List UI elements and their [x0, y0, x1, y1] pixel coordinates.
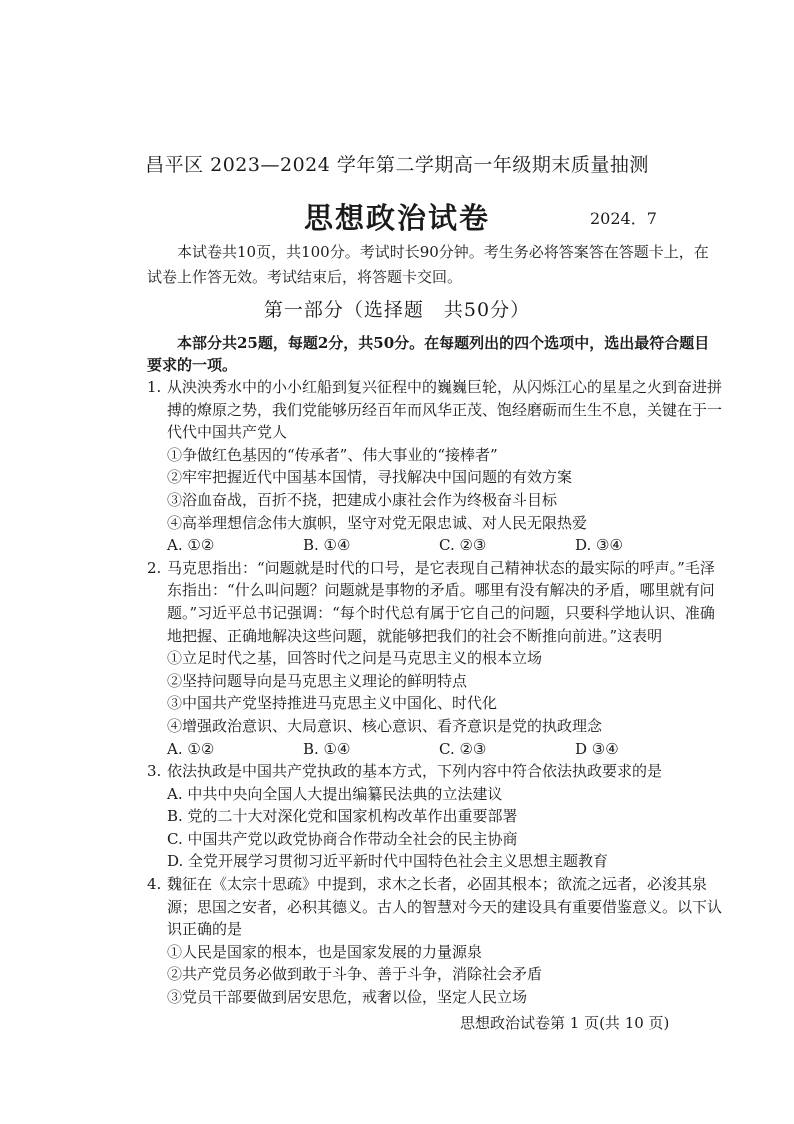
option-d: D. ③④ — [575, 536, 623, 555]
question-1 — [147, 376, 727, 557]
question-list — [147, 376, 727, 1009]
option-d: D ③④ — [575, 739, 619, 758]
option-b: B. ①④ — [303, 739, 351, 758]
question-3 — [147, 760, 727, 873]
statement: ③浴血奋战，百折不挠，把建成小康社会作为终极奋斗目标 — [167, 490, 558, 509]
question-number: 1. — [147, 378, 162, 396]
question-stem: 魏征在《太宗十思疏》中提到，求木之长者，必固其根本；欲流之远者，必浚其泉源；思国之安者，必积其德义。古人的智慧对今天的建设具有重要借鉴意义。以下认识正确的是 — [167, 875, 723, 939]
statement: ③中国共产党坚持推进马克思主义中国化、时代化 — [167, 694, 498, 713]
section-instructions: 本部分共25题，每题2分，共50分。在每题列出的四个选项中，选出最符合题目要求的一项。 — [147, 334, 710, 374]
statement: ②牢牢把握近代中国基本国情，寻找解决中国问题的有效方案 — [167, 468, 573, 487]
question-4 — [147, 873, 727, 1009]
statement: ①争做红色基因的“传承者”、伟大事业的“接棒者” — [167, 445, 498, 464]
question-number: 3. — [147, 762, 162, 781]
statement: ②共产党员务必做到敢于斗争、善于斗争，消除社会矛盾 — [167, 965, 543, 984]
question-stem: 马克思指出：“问题就是时代的口号，是它表现自己精神状态的最实际的呼声。”毛泽东指出：“什么叫问题？问题就是事物的矛盾。哪里有没有解决的矛盾，哪里就有问题。”习近平总书记强调：“每个时代总有属于它自己的问题，只要科学地认识、准确地把握、正确地解决这些问题，就能够把我们的社会不断推向前进。”这表明 — [167, 558, 715, 645]
answer-options — [147, 534, 727, 557]
question-number: 4. — [147, 875, 162, 894]
option-b: B. 党的二十大对深化党和国家机构改革作出重要部署 — [167, 807, 518, 826]
answer-options — [147, 738, 727, 761]
statement: ①人民是国家的根本，也是国家发展的力量源泉 — [167, 942, 483, 961]
option-a: A. ①② — [167, 536, 215, 555]
exam-intro: 本试卷共10页，共100分。考试时长90分钟。考生务必将答案答在答题卡上，在试卷上作答无效。考试结束后，将答题卡交回。 — [147, 243, 709, 286]
option-d: D. 全党开展学习贯彻习近平新时代中国特色社会主义思想主题教育 — [167, 852, 609, 871]
option-c: C. 中国共产党以政党协商合作带动全社会的民主协商 — [167, 829, 518, 848]
statement: ②坚持问题导向是马克思主义理论的鲜明特点 — [167, 671, 468, 690]
question-stem: 依法执政是中国共产党执政的基本方式，下列内容中符合依法执政要求的是 — [167, 762, 663, 781]
exam-header: 昌平区 2023—2024 学年第二学期高一年级期末质量抽测 — [145, 154, 649, 176]
question-2 — [147, 557, 727, 760]
option-a: A. 中共中央向全国人大提出编纂民法典的立法建议 — [167, 784, 503, 803]
page-footer: 思想政治试卷第 1 页(共 10 页) — [460, 1014, 670, 1032]
statement: ④增强政治意识、大局意识、核心意识、看齐意识是党的执政理念 — [167, 716, 603, 735]
statement: ①立足时代之基，回答时代之问是马克思主义的根本立场 — [167, 649, 543, 668]
option-c: C. ②③ — [439, 739, 487, 758]
exam-title: 思想政治试卷 — [303, 201, 490, 235]
question-number: 2. — [147, 558, 162, 577]
statement: ④高举理想信念伟大旗帜，坚守对党无限忠诚、对人民无限热爱 — [167, 513, 588, 532]
exam-date: 2024．7 — [590, 209, 657, 228]
question-stem: 从泱泱秀水中的小小红船到复兴征程中的巍巍巨轮，从闪烁江心的星星之火到奋进拼搏的燎原之势，我们党能够历经百年而风华正茂、饱经磨砺而生生不息，关键在于一代代中国共产党人 — [167, 378, 723, 442]
option-b: B. ①④ — [303, 536, 351, 555]
section-title: 第一部分（选择题 共50分） — [263, 299, 531, 321]
option-a: A. ①② — [167, 739, 215, 758]
option-c: C. ②③ — [439, 536, 487, 555]
statement: ③党员干部要做到居安思危，戒奢以俭，坚定人民立场 — [167, 988, 528, 1007]
